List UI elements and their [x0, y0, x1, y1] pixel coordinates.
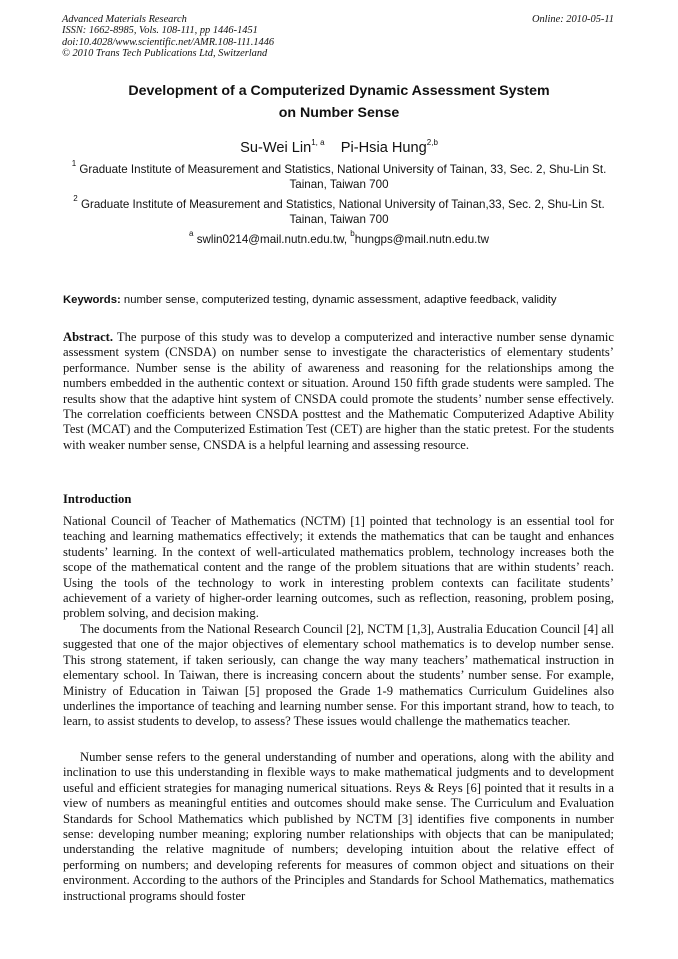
author-emails	[62, 229, 616, 246]
keywords	[63, 294, 623, 306]
affiliation-sup: 1	[71, 159, 77, 168]
journal-info	[62, 14, 274, 60]
online-date: Online: 2010-05-11	[531, 14, 614, 25]
email-link[interactable]: swlin0214@mail.nutn.edu.tw,	[196, 233, 348, 246]
keywords-text: number sense, computerized testing, dynamic assessment, adaptive feedback, validity	[123, 294, 557, 306]
abstract-label: Abstract.	[63, 330, 114, 344]
journal-copyright: © 2010 Trans Tech Publications Ltd, Switzerland	[62, 48, 268, 60]
affiliation-2	[62, 194, 616, 228]
affiliation-text: Graduate Institute of Measurement and Statistics, National University of Tainan,33, Sec. 2, Shu-Lin St. Tainan, Taiwan 700	[80, 198, 605, 226]
paper-title-line-2: on Number Sense	[278, 105, 400, 121]
journal-doi: doi:10.4028/www.scientific.net/AMR.108-111.1446	[62, 36, 275, 48]
affiliation-sup: 2	[73, 194, 78, 203]
journal-name: Advanced Materials Research	[62, 14, 187, 25]
author-sup: 2,b	[426, 138, 438, 147]
authors	[62, 140, 616, 156]
affiliation-1	[62, 159, 616, 193]
author-name: Pi-Hsia Hung	[340, 140, 427, 156]
keywords-label: Keywords:	[63, 294, 121, 306]
email-link[interactable]: hungps@mail.nutn.edu.tw	[354, 233, 489, 246]
email-sup: b	[350, 229, 355, 238]
intro-paragraph-3: Number sense refers to the general understanding of number and operations, along with the ability and inclination to use this understanding in flexible ways to make mathematical judgments and to development useful and efficient strategies for managing numerical situations. Reys & Reys [6] pointed that it results in a view of numbers as meaningful entities and outcomes should make sense. The Curriculum and Evaluation Standards for School Mathematics which published by NCTM [3] identifies five components in number sense: developing number meaning; exploring number relationships with objects that can be manipulated; understanding the relative magnitude of numbers; developing intuition about the relative effect of performing on numbers; and developing referents for measures of common object and situations on their environment. According to the authors of the Principles and Standards for School Mathematics, mathematics instructional programs should foster	[63, 750, 614, 903]
intro-paragraph-1: National Council of Teacher of Mathematics (NCTM) [1] pointed that technology is an essential tool for teaching and learning mathematics effectively; it extends the mathematics that can be taught and enhances students’ learning. In the context of well-articulated mathematics problem, technology increases both the scope of the mathematical content and the range of the problem situations that are within students’ reach. Using the tools of the technology to work in interesting problem contexts can facilitate students’ achievement of a variety of higher-order learning outcomes, such as reflection, reasoning, problem posing, problem solving, and decision making.	[63, 514, 614, 621]
section-heading-introduction: Introduction	[63, 492, 132, 506]
paper-title-line-1: Development of a Computerized Dynamic Assessment System	[128, 83, 550, 99]
author-sup: 1, a	[311, 138, 325, 147]
email-sup: a	[189, 229, 194, 238]
journal-issn: ISSN: 1662-8985, Vols. 108-111, pp 1446-1451	[62, 25, 258, 37]
affiliation-text: Graduate Institute of Measurement and Statistics, National University of Tainan, 33, Sec. 2, Shu-Lin St. Tainan, Taiwan 700	[79, 163, 607, 191]
author-name: Su-Wei Lin	[240, 140, 312, 156]
intro-paragraph-2: The documents from the National Research Council [2], NCTM [1,3], Australia Education Council [4] all suggested that one of the major objectives of elementary school mathematics is to develop number sense. This strong statement, if taken seriously, can change the way many teachers’ mathematical instruction in elementary school. In Taiwan, there is increasing concern about the students’ number sense. For example, Ministry of Education in Taiwan [5] proposed the Grade 1-9 mathematics Curriculum Guidelines also underlines the importance of teaching and learning number sense. For this important strand, how to teach, to learn, to assist students to develop, to assess? These issues would challenge the mathematics teacher.	[63, 622, 614, 729]
abstract-text: The purpose of this study was to develop a computerized and interactive number sense dynamic assessment system (CNSDA) on number sense to investigate the characteristics of elementary students’ performance. Number sense is the ability of awareness and reasoning for the relationships among the numbers embedded in the authentic context or situation. Around 150 fifth grade students were sampled. The results show that the adaptive hint system of CNSDA could promote the students’ number sense effectively. The correlation coefficients between CNSDA posttest and the Mathematic Computerized Adaptive Ability Test (MCAT) and the Computerized Estimation Test (CET) are higher than the static pretest. For the students with weaker number sense, CNSDA is a helpful learning and assessing resource.	[63, 330, 614, 452]
abstract	[63, 330, 614, 453]
